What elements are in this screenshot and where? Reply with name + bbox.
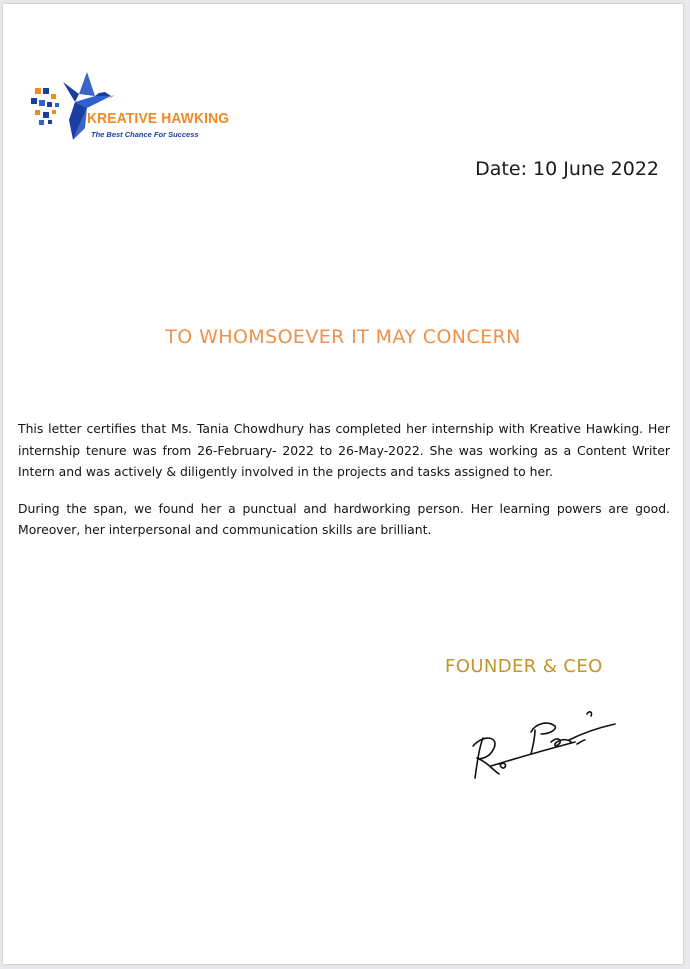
signature-icon: [465, 704, 625, 784]
body-paragraph: During the span, we found her a punctual and hardworking person. Her learning powers are good. Moreover, her interpersonal and communication skills are brilliant.: [18, 500, 670, 537]
signatory-title: FOUNDER & CEO: [445, 656, 603, 677]
company-name: KREATIVE HAWKING: [87, 110, 230, 127]
letter-heading: TO WHOMSOEVER IT MAY CONCERN: [165, 326, 521, 348]
letter-date: Date: 10 June 2022: [475, 158, 659, 180]
company-tagline: The Best Chance For Success: [91, 130, 199, 139]
company-logo: [29, 70, 229, 152]
letter-page: [3, 4, 683, 964]
body-paragraph: This letter certifies that Ms. Tania Chowdhury has completed her internship with Kreative Hawking. Her internship tenure was from 26-February- 2022 to 26-May-2022. She was working as a Content Writer Intern and was actively & diligently involved in the projects and tasks assigned to her.: [18, 421, 670, 479]
letter-body: [18, 418, 670, 556]
